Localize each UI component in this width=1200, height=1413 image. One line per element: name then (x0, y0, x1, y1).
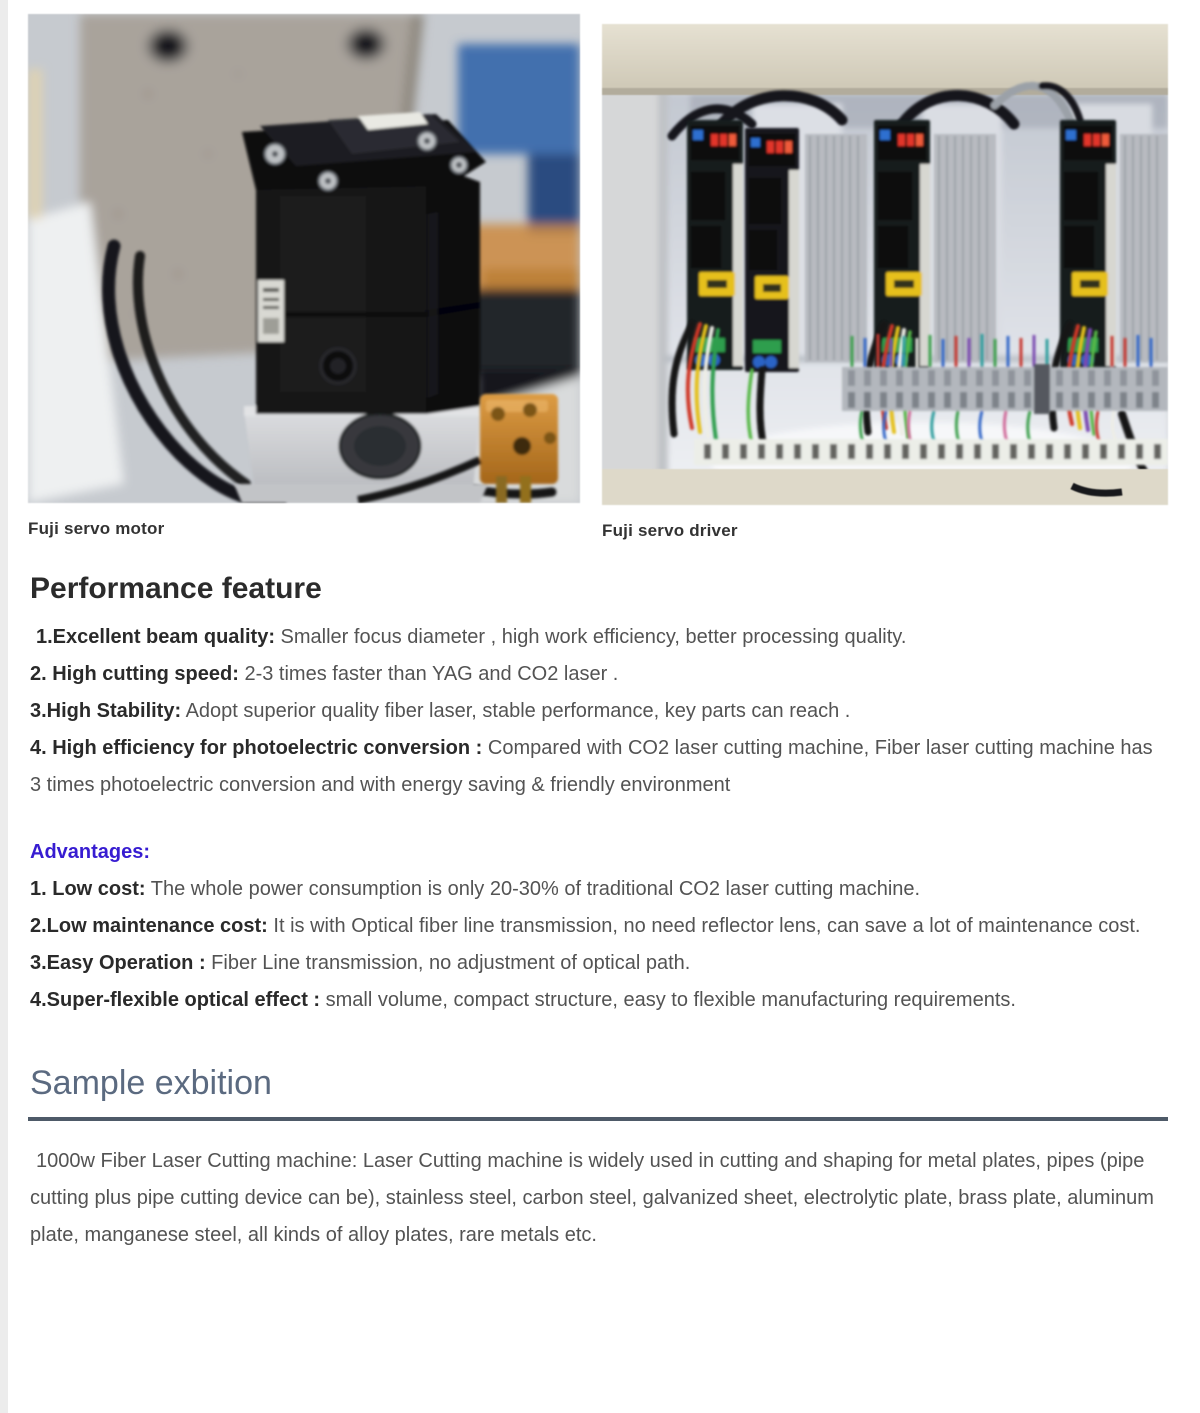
servo-motor-caption: Fuji servo motor (28, 519, 165, 538)
section-divider (28, 1117, 1168, 1121)
page-left-edge (0, 0, 8, 1413)
performance-item-4 (30, 730, 1168, 804)
advantages-item-2-label: 2.Low maintenance cost: (30, 915, 268, 937)
performance-list (30, 619, 1168, 804)
performance-item-3-text: Adopt superior quality fiber laser, stable performance, key parts can reach . (181, 700, 851, 722)
advantages-item-1 (30, 871, 1168, 908)
servo-driver-photo (602, 24, 1168, 505)
sample-paragraph: 1000w Fiber Laser Cutting machine: Laser Cutting machine is widely used in cutting and shaping for metal plates, pipes (pipe cutting plus pipe cutting device can be), stainless steel, carbon steel, galvanized sheet, electrolytic plate, brass plate, aluminum plate, manganese steel, all kinds of alloy plates, rare metals etc. (30, 1150, 1154, 1246)
cable-duct (694, 439, 1168, 465)
servo-motor-figure (28, 14, 580, 539)
performance-item-4-text: Compared with CO2 laser cutting machine, Fiber laser cutting machine has 3 times photoelectric conversion and with energy saving & friendly environment (30, 737, 1153, 796)
advantages-item-1-text: The whole power consumption is only 20-30% of traditional CO2 laser cutting machine. (145, 878, 921, 900)
performance-item-1-label: 1.Excellent beam quality: (36, 626, 275, 648)
advantages-heading: Advantages: (30, 841, 151, 863)
cabinet-top-frame (602, 24, 1168, 88)
servo-motor-photo (28, 14, 580, 503)
advantages-item-2 (30, 908, 1168, 945)
advantages-item-4 (30, 982, 1168, 1019)
performance-item-3 (30, 693, 1168, 730)
performance-item-2 (30, 656, 1168, 693)
performance-heading: Performance feature (30, 572, 322, 605)
sample-heading: Sample exbition (30, 1064, 272, 1102)
cabinet-top-shadow (602, 88, 1168, 95)
servo-driver-caption: Fuji servo driver (602, 521, 738, 540)
performance-item-4-label: 4. High efficiency for photoelectric conversion : (30, 737, 483, 759)
advantages-item-4-text: small volume, compact structure, easy to flexible manufacturing requirements. (320, 989, 1016, 1011)
servo-driver-unit (745, 128, 799, 372)
servo-driver-figure (602, 24, 1168, 541)
advantages-item-3-text: Fiber Line transmission, no adjustment of optical path. (205, 952, 691, 974)
advantages-list (30, 871, 1168, 1019)
advantages-item-3 (30, 945, 1168, 982)
advantages-item-3-label: 3.Easy Operation : (30, 952, 206, 974)
motor-body (234, 112, 488, 503)
performance-item-2-text: 2-3 times faster than YAG and CO2 laser . (238, 663, 619, 685)
performance-item-1 (30, 619, 1168, 656)
product-photos-row (28, 14, 1168, 541)
performance-item-1-text: Smaller focus diameter , high work efficiency, better processing quality. (274, 626, 907, 648)
advantages-item-2-text: It is with Optical fiber line transmission, no need reflector lens, can save a lot of maintenance cost. (267, 915, 1141, 937)
performance-item-3-label: 3.High Stability: (30, 700, 182, 722)
advantages-item-1-label: 1. Low cost: (30, 878, 146, 900)
performance-item-2-label: 2. High cutting speed: (30, 663, 239, 685)
advantages-item-4-label: 4.Super-flexible optical effect : (30, 989, 321, 1011)
